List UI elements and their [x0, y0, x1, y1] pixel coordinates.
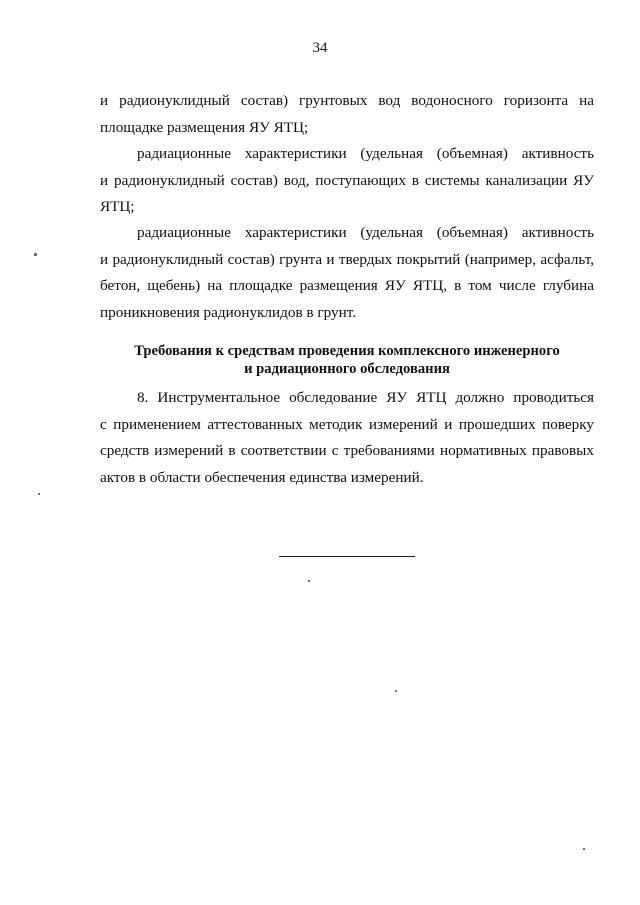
- text-line: радиационные характеристики (удельная (объемная) активность: [137, 145, 594, 162]
- text-line: проникновения радионуклидов в грунт.: [100, 303, 357, 321]
- text-line: и радионуклидный состав) вод, поступающих в системы канализации ЯУ: [100, 171, 594, 189]
- page-number: 34: [312, 40, 328, 56]
- text-line: средств измерений в соответствии с требованиями нормативных правовых: [100, 442, 594, 459]
- text-line: с применением аттестованных методик измерений и прошедших поверку: [100, 415, 594, 433]
- end-separator-line: [279, 556, 415, 557]
- text-line: ЯТЦ;: [100, 198, 135, 215]
- heading-line-1: Требования к средствам проведения комплексного инженерного: [134, 343, 560, 359]
- paragraph-soil-coverings: [100, 220, 594, 326]
- paragraph-8: [100, 385, 594, 491]
- section-heading: [100, 343, 594, 378]
- scan-speck: [308, 580, 310, 582]
- text-line: площадке размещения ЯУ ЯТЦ;: [100, 118, 309, 136]
- text-line: радиационные характеристики (удельная (объемная) активность: [137, 224, 594, 241]
- scan-speck: [38, 493, 40, 495]
- paragraph-groundwater: [100, 88, 594, 141]
- heading-line-2: и радиационного обследования: [244, 360, 450, 377]
- text-line: и радионуклидный состав) грунтовых вод водоносного горизонта на: [100, 92, 594, 109]
- scan-speck: [395, 690, 397, 692]
- text-line: 8. Инструментальное обследование ЯУ ЯТЦ должно проводиться: [137, 389, 594, 406]
- text-line: актов в области обеспечения единства измерений.: [100, 468, 424, 486]
- text-line: бетон, щебень) на площадке размещения ЯУ ЯТЦ, в том числе глубина: [100, 277, 594, 294]
- scan-speck: [34, 253, 37, 256]
- scan-speck: [583, 848, 585, 850]
- text-line: и радионуклидный состав) грунта и твердых покрытий (например, асфальт,: [100, 250, 594, 268]
- paragraph-sewage-water: [100, 141, 594, 221]
